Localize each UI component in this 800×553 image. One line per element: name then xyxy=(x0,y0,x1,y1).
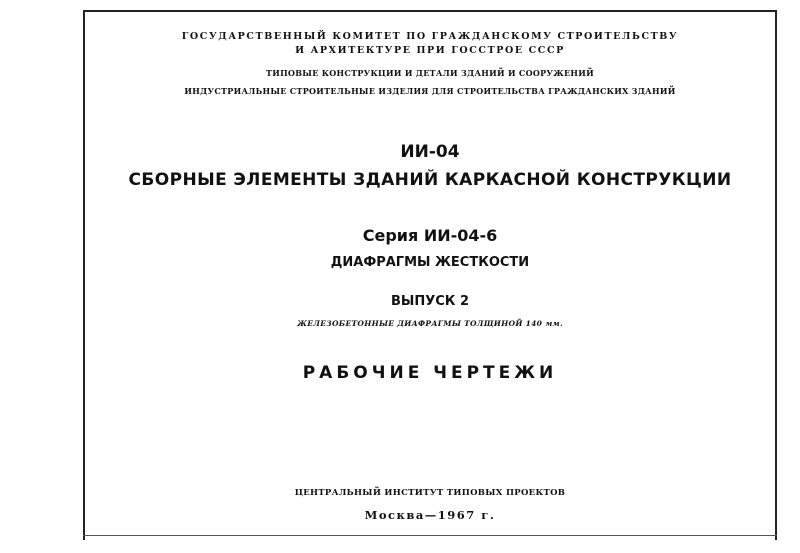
header-industrial-products: ИНДУСТРИАЛЬНЫЕ СТРОИТЕЛЬНЫЕ ИЗДЕЛИЯ ДЛЯ СТРОИТЕЛЬСТВА ГРАЖДАНСКИХ ЗДАНИЙ xyxy=(184,86,676,96)
series-subject: ДИАФРАГМЫ ЖЕСТКОСТИ xyxy=(330,255,530,270)
title-name: СБОРНЫЕ ЭЛЕМЕНТЫ ЗДАНИЙ КАРКАСНОЙ КОНСТРУКЦИИ xyxy=(128,170,732,190)
footer-city-year: Москва—1967 г. xyxy=(364,508,496,522)
footer-publisher: ЦЕНТРАЛЬНЫЙ ИНСТИТУТ ТИПОВЫХ ПРОЕКТОВ xyxy=(294,488,566,498)
issue-label: ВЫПУСК 2 xyxy=(390,294,470,309)
header-typical-constructions: ТИПОВЫЕ КОНСТРУКЦИИ И ДЕТАЛИ ЗДАНИЙ И СООРУЖЕНИЙ xyxy=(266,68,594,78)
frame-bottom-line xyxy=(83,535,777,536)
series-label: Серия ИИ-04-6 xyxy=(362,226,498,245)
header-committee-2: И АРХИТЕКТУРЕ ПРИ ГОССТРОЕ СССР xyxy=(295,45,565,56)
doc-type: РАБОЧИЕ ЧЕРТЕЖИ xyxy=(302,363,558,383)
issue-description: ЖЕЛЕЗОБЕТОННЫЕ ДИАФРАГМЫ ТОЛЩИНОЙ 140 мм. xyxy=(297,319,563,328)
header-committee: ГОСУДАРСТВЕННЫЙ КОМИТЕТ ПО ГРАЖДАНСКОМУ СТРОИТЕЛЬСТВУ xyxy=(181,31,679,42)
title-code: ИИ-04 xyxy=(400,142,460,162)
